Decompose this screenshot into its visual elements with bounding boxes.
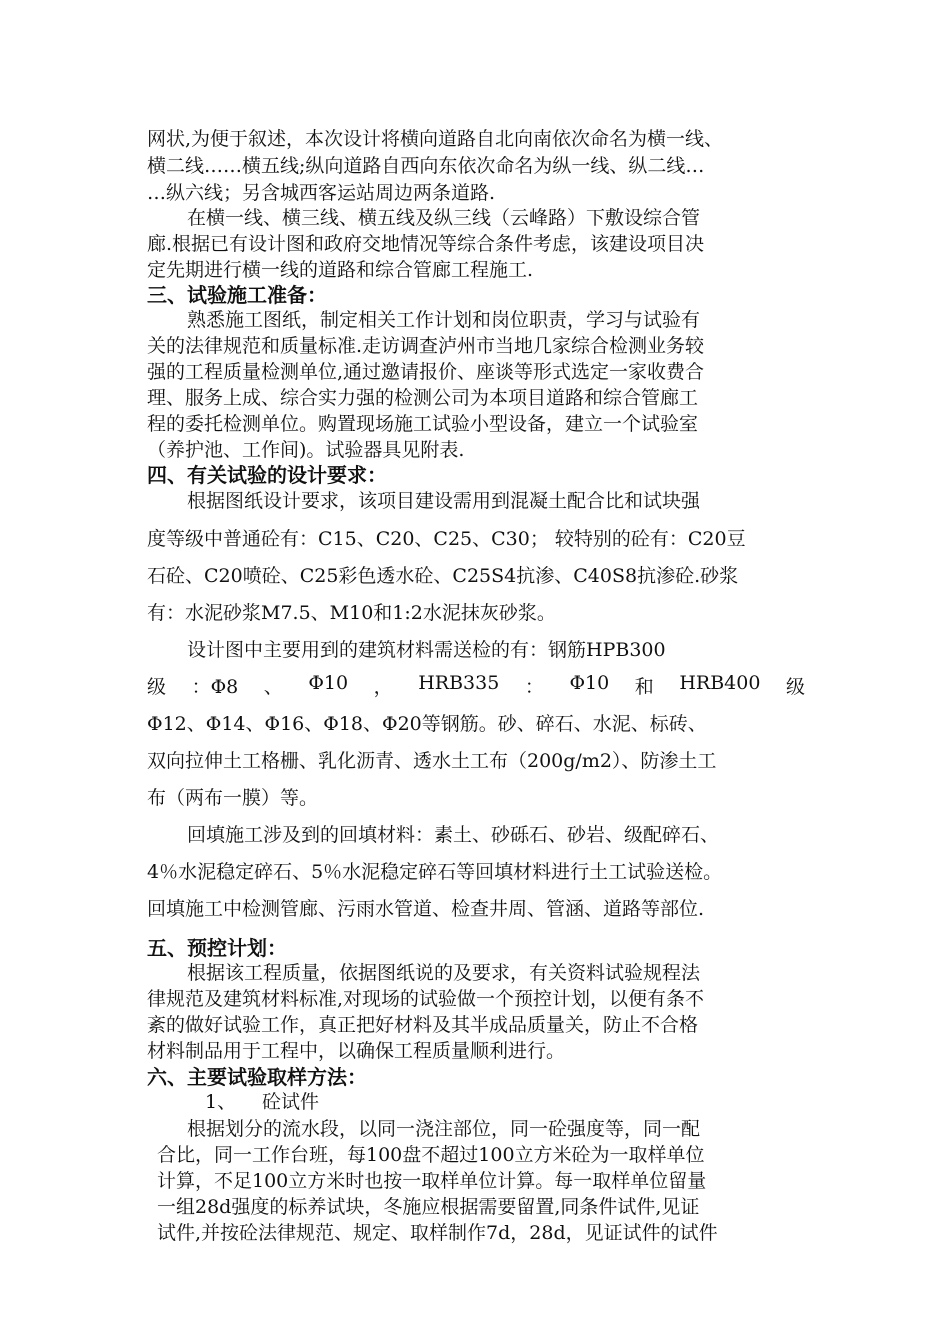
section5-line-1: 根据该工程质量，依据图纸说的及要求，有关资料试验规程法: [187, 962, 701, 984]
p2-token: 和: [634, 676, 654, 698]
section5-line-2: 律规范及建筑材料标准,对现场的试验做一个预控计划，以便有条不: [147, 988, 705, 1010]
section4-p1-line-2: 度等级中普通砼有：C15、C20、C25、C30； 较特别的砼有：C20豆: [147, 528, 746, 550]
section6-line-2: 合比，同一工作台班，每100盘不超过100立方米砼为一取样单位: [157, 1144, 705, 1166]
intro-p2-line-1: 在横一线、横三线、横五线及纵三线（云峰路）下敷设综合管: [187, 207, 701, 229]
p2-token: HRB335: [418, 672, 500, 694]
section4-p1-line-4: 有：水泥砂浆M7.5、M10和1:2水泥抹灰砂浆。: [147, 602, 556, 624]
section4-p2-line-4: 双向拉伸土工格栅、乳化沥青、透水土工布（200g/m2）、防渗土工: [147, 750, 717, 772]
p2-token: ：Φ8: [191, 676, 239, 698]
section3-line-1: 熟悉施工图纸，制定相关工作计划和岗位职责，学习与试验有: [187, 309, 701, 331]
section4-p2-line-1: 设计图中主要用到的建筑材料需送检的有：钢筋HPB300: [187, 639, 666, 661]
section4-p3-line-2: 4％水泥稳定碎石、5％水泥稳定碎石等回填材料进行土工试验送检。: [147, 861, 723, 883]
section4-p3-line-1: 回填施工涉及到的回填材料：素土、砂砾石、砂岩、级配碎石、: [187, 824, 720, 846]
section6-line-1: 根据划分的流水段，以同一浇注部位，同一砼强度等，同一配: [187, 1118, 701, 1140]
section3-line-3: 强的工程质量检测单位,通过邀请报价、座谈等形式选定一家收费合: [147, 361, 705, 383]
section3-heading: 三、试验施工准备：: [147, 283, 327, 307]
p2-token: 级: [147, 676, 167, 698]
section5-heading: 五、预控计划：: [147, 936, 287, 960]
p2-token: Φ10: [308, 672, 349, 694]
section3-line-2: 关的法律规范和质量标准.走访调查泸州市当地几家综合检测业务较: [147, 335, 705, 357]
section4-p3-line-3: 回填施工中检测管廊、污雨水管道、检查井周、管涵、道路等部位.: [147, 898, 705, 920]
section5-line-4: 材料制品用于工程中，以确保工程质量顺利进行。: [147, 1040, 566, 1062]
section3-line-5: 程的委托检测单位。购置现场施工试验小型设备，建立一个试验室: [147, 413, 699, 435]
section6-line-3: 计算，不足100立方米时也按一取样单位计算。每一取样单位留量: [157, 1170, 707, 1192]
p2-token: ，: [373, 676, 393, 698]
section4-heading: 四、有关试验的设计要求：: [147, 463, 387, 487]
section6-sub-title: 砼试件: [262, 1091, 320, 1113]
p2-token: ：: [524, 676, 544, 698]
p2-token: 、: [263, 676, 283, 698]
section6-heading: 六、主要试验取样方法：: [147, 1065, 367, 1089]
section4-p1-line-1: 根据图纸设计要求，该项目建设需用到混凝土配合比和试块强: [187, 490, 701, 512]
p2-token: 级: [785, 676, 805, 698]
section4-p2-line-2: [147, 672, 805, 699]
intro-p2-line-2: 廊.根据已有设计图和政府交地情况等综合条件考虑，该建设项目决: [147, 233, 705, 255]
section4-p1-line-3: 石砼、C20喷砼、C25彩色透水砼、C25S4抗渗、C40S8抗渗砼.砂浆: [147, 565, 739, 587]
intro-p1-line-1: 网状,为便于叙述，本次设计将横向道路自北向南依次命名为横一线、: [147, 128, 724, 150]
section4-p2-line-3: Φ12、Φ14、Φ16、Φ18、Φ20等钢筋。砂、碎石、水泥、标砖、: [147, 713, 707, 735]
section6-line-4: 一组28d强度的标养试块，冬施应根据需要留置,同条件试件,见证: [157, 1196, 700, 1218]
section6-sub-number: 1、: [205, 1091, 237, 1113]
p2-token: HRB400: [679, 672, 761, 694]
intro-p1-line-2: 横二线……横五线;纵向道路自西向东依次命名为纵一线、纵二线…: [147, 155, 705, 177]
intro-p1-line-3: …纵六线；另含城西客运站周边两条道路.: [147, 182, 496, 204]
section6-line-5: 试件,并按砼法律规范、规定、取样制作7d，28d，见证试件的试件: [157, 1222, 718, 1244]
section3-line-6: （养护池、工作间)。试验器具见附表.: [147, 439, 465, 461]
section5-line-3: 紊的做好试验工作，真正把好材料及其半成品质量关，防止不合格: [147, 1014, 699, 1036]
section4-p2-line-5: 布（两布一膜）等。: [147, 787, 319, 809]
section3-line-4: 理、服务上成、综合实力强的检测公司为本项目道路和综合管廊工: [147, 387, 699, 409]
p2-token: Φ10: [569, 672, 610, 694]
intro-p2-line-3: 定先期进行横一线的道路和综合管廊工程施工.: [147, 259, 534, 281]
